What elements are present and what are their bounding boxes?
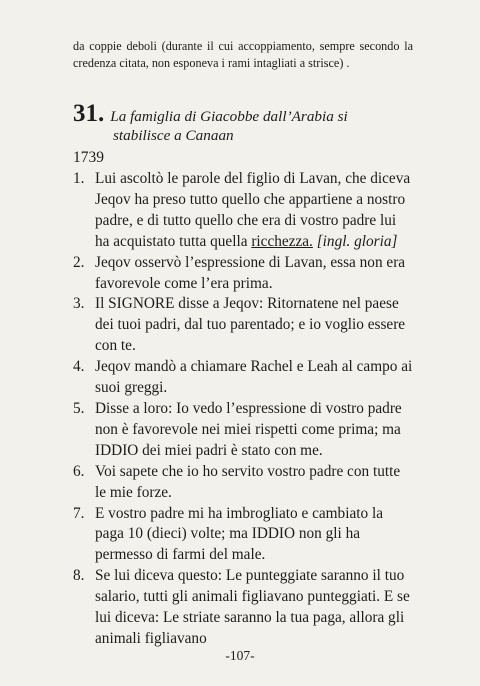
intro-paragraph: da coppie deboli (durante il cui accoppiamento, sempre secondo la credenza citata, non esponeva i rami intagliati a strisce) . <box>73 39 413 70</box>
verse-text: Il SIGNORE disse a Jeqov: Ritornatene nel paese dei tuoi padri, dal tuo parentado; e io voglio essere con te. <box>95 295 406 355</box>
verse-number: 4. <box>73 358 85 376</box>
verse-list <box>73 169 413 650</box>
verse-underlined-word: ricchezza. <box>251 232 313 250</box>
verse-text: Jeqov mandò a chiamare Rachel e Leah al campo ai suoi greggi. <box>95 358 413 397</box>
chapter-title-line-1: La famiglia di Giacobbe dall’Arabia si <box>110 108 348 125</box>
verse-text: Se lui diceva questo: Le punteggiate saranno il tuo salario, tutti gli animali figliavano punteggiati. E se lui diceva: Le striate saranno la tua paga, allora gli animali figliavano <box>95 567 410 647</box>
verse-number: 8. <box>73 567 85 585</box>
verse-number: 5. <box>73 399 85 417</box>
verse-number: 3. <box>73 295 85 313</box>
verse-number: 6. <box>73 462 85 480</box>
verse-number: 1. <box>73 170 85 187</box>
verse-4 <box>73 357 413 399</box>
verse-5 <box>73 399 413 462</box>
verse-text: Jeqov osservò l’espressione di Lavan, essa non era favorevole come l’era prima. <box>95 253 406 292</box>
chapter-year: 1739 <box>73 149 104 166</box>
verse-translation-note: [ingl. gloria] <box>312 232 398 250</box>
verse-text-main: Lui ascoltò le parole del figlio di Lavan, che diceva Jeqov ha preso tutto quello che appartiene a nostro padre, e di tutto quello che era di vostro padre lui ha acquistato tutta quella <box>95 170 411 250</box>
verse-text: Voi sapete che io ho servito vostro padre con tutte le mie forze. <box>95 462 401 501</box>
chapter-number: 31. <box>73 100 105 127</box>
verse-text: E vostro padre mi ha imbrogliato e cambiato la paga 10 (dieci) volte; ma IDDIO non gli ha permesso di farmi del male. <box>95 504 384 564</box>
verse-text <box>95 170 410 250</box>
verse-number: 7. <box>73 504 85 522</box>
verse-2 <box>73 253 413 295</box>
verse-1 <box>73 169 413 253</box>
verse-8 <box>73 566 413 650</box>
verse-6 <box>73 462 413 504</box>
verse-text: Disse a loro: Io vedo l’espressione di vostro padre non è favorevole nei miei rispetti come prima; ma IDDIO dei miei padri è stato con me. <box>95 399 402 459</box>
chapter-heading <box>73 100 413 147</box>
page-number: -107- <box>225 648 255 663</box>
verse-7 <box>73 504 413 567</box>
verse-3 <box>73 294 413 357</box>
verse-number: 2. <box>73 253 85 271</box>
chapter-title-line-2: stabilisce a Canaan <box>113 127 234 144</box>
